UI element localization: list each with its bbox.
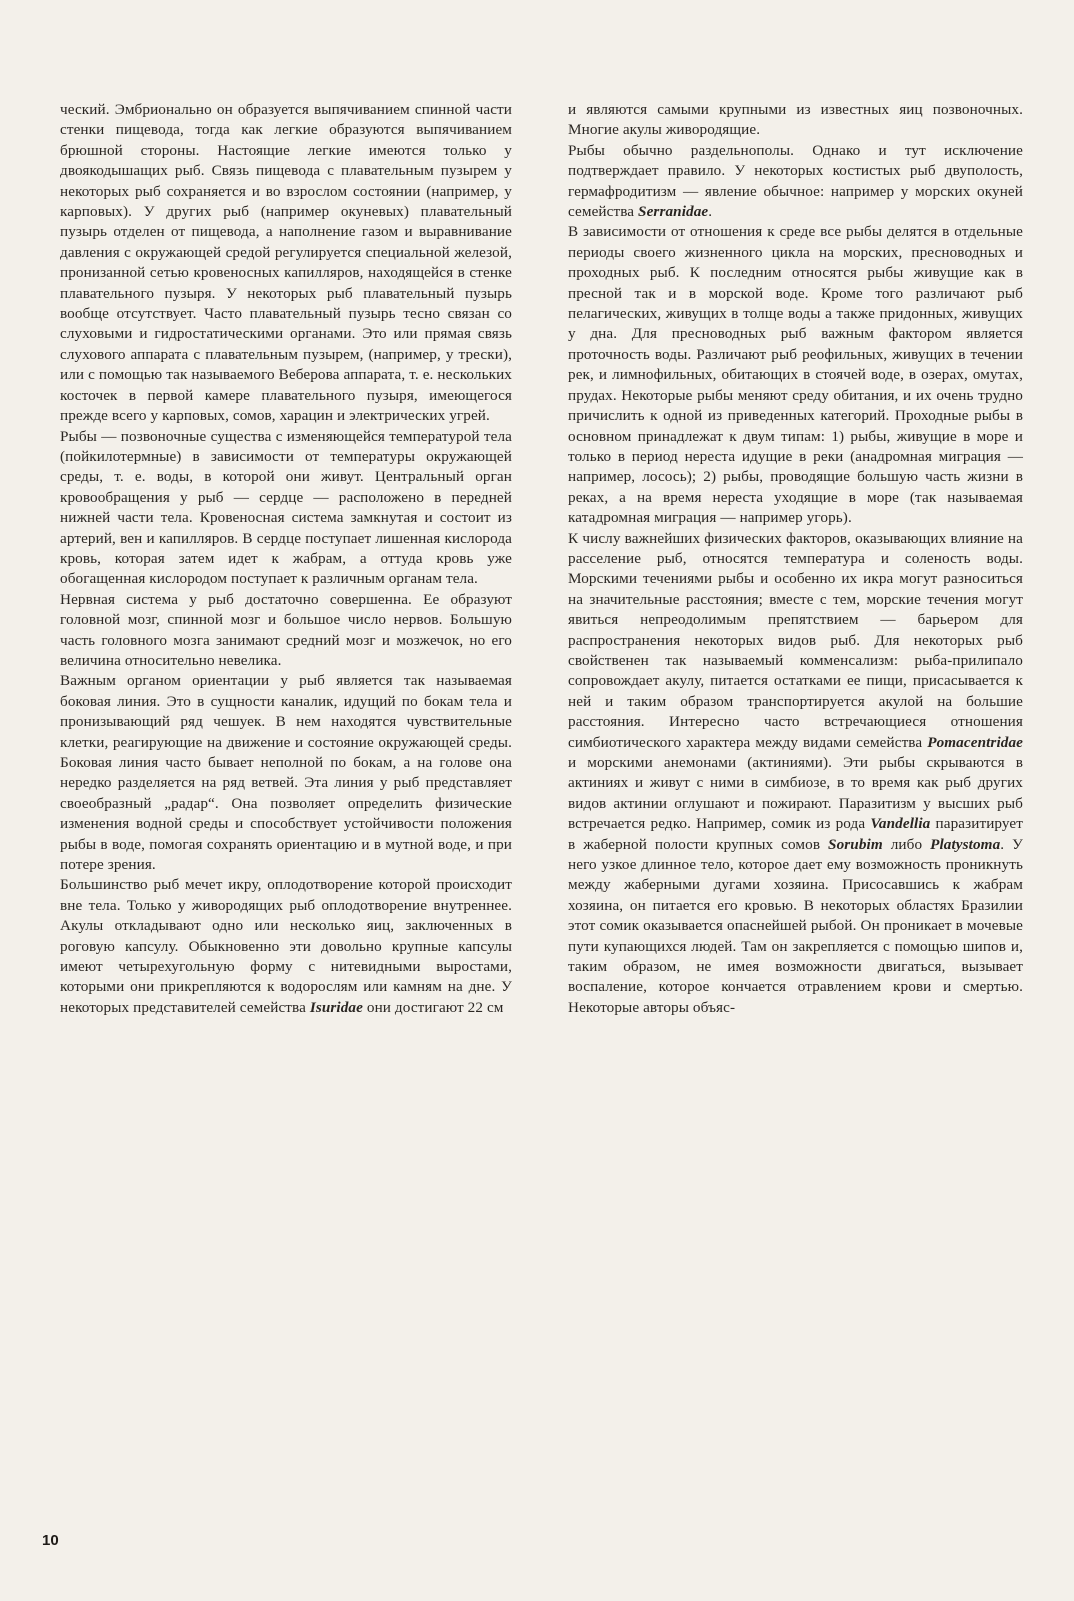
text-run: Большинство рыб мечет икру, оплодотворение которой происходит вне тела. Только у живородящих рыб оплодотворение внутреннее. Акулы откладывают одно или несколько яиц, заключенных в роговую капсулу. Обыкновенно эти довольно крупные капсулы имеют четырехугольную форму с нитевидными выростами, которыми они прикрепляются к водорослям или камням на дне. У некоторых представителей семейства	[60, 876, 512, 1016]
right-column	[568, 100, 1023, 1018]
paragraph-nervous-system: Нервная система у рыб достаточно совершенна. Ее образуют головной мозг, спинной мозг и большое число нервов. Большую часть головного мозга занимают средний мозг и мозжечок, но его величина относительно невелика.	[60, 590, 512, 669]
text-run: либо	[882, 835, 931, 853]
text-run: они достигают 22 см	[362, 998, 504, 1016]
paragraph-sexes	[568, 141, 1023, 223]
text-run: и морскими анемонами (актиниями). Эти рыбы скрываются в актиниях и живут с ними в симбиозе, в то время как рыб других видов актинии оглушают и пожирают. Паразитизм у высших рыб встречается редко. Например, сомик из рода	[568, 754, 1023, 833]
paragraph-habitat: В зависимости от отношения к среде все рыбы делятся в отдельные периоды своего жизненного цикла на морских, пресноводных и проходных рыб. К последним относятся рыбы живущие как в пресной так и в морской воде. Кроме того различают рыб пелагических, живущих в толще воды а также придонных, живущих у дна. Для пресноводных рыб важным фактором является проточность воды. Различают рыб реофильных, живущих в течении рек, и лимнофильных, обитающих в стоячей воде, в озерах, омутах, прудах. Некоторые рыбы меняют среду обитания, и их очень трудно причислить к одной из приведенных категорий. Проходные рыбы в основном принадлежат к двум типам: 1) рыбы, живущие в море и только в период нереста идущие в реки (анадромная миграция — например, лосось); 2) рыбы, проводящие большую часть жизни в реках, а на время нереста уходящие в море (так называемая катадромная миграция — например угорь).	[568, 223, 1023, 527]
paragraph-swim-bladder: ческий. Эмбрионально он образуется выпячиванием спинной части стенки пищевода, тогда как легкие образуются выпячиванием брюшной стороны. Настоящие легкие имеются только у двоякодышащих рыб. Связь пищевода с плавательным пузырем у некоторых рыб сохраняется и во взрослом состоянии (например, у карповых). У других рыб (например окуневых) плавательный пузырь отделен от пищевода, а наполнение газом и выравнивание давления с окружающей средой регулируется специальной железой, пронизанной сетью кровеносных капилляров, находящейся в стенке плавательного пузыря. У некоторых рыб плавательный пузырь вообще отсутствует. Часто плавательный пузырь тесно связан со слуховыми и гидростатическими органами. Это или прямая связь слухового аппарата с плавательным пузырем, (например, у трески), или с помощью так называемого Веберова аппарата, т. е. нескольких косточек в первой камере плавательного пузыря, имеющегося прежде всего у карповых, сомов, харацин и электрических угрей.	[60, 101, 512, 425]
paragraph-reproduction	[60, 875, 512, 1018]
paragraph-lateral-line: Важным органом ориентации у рыб является так называемая боковая линия. Это в сущности каналик, идущий по бокам тела и пронизывающий ряд чешуек. В нем находятся чувствительные клетки, реагирующие на движение и состояние окружающей среды. Боковая линия часто бывает неполной по бокам, а на голове она нередко разделяется на ряд ветвей. Эта линия у рыб представляет своеобразный „радар“. Она позволяет определить физические изменения водной среды и способствует устойчивости положения рыбы в воде, помогая сохранять ориентацию и в мутной воде, и при потере зрения.	[60, 672, 512, 874]
taxon-platystoma: Platystoma	[930, 835, 1001, 853]
paragraph-eggs: и являются самыми крупными из известных яиц позвоночных. Многие акулы живородящие.	[568, 101, 1023, 139]
taxon-isuridae: Isuridae	[309, 998, 363, 1016]
text-run: паразитирует в жаберной полости крупных сомов	[568, 815, 1023, 853]
taxon-serranidae: Serranidae	[638, 203, 709, 221]
taxon-pomacentridae: Pomacentridae	[927, 733, 1023, 751]
left-column	[60, 100, 512, 1018]
page-number: 10	[42, 1532, 59, 1549]
text-run: К числу важнейших физических факторов, оказывающих влияние на расселение рыб, относятся температура и соленость воды. Морскими течениями рыбы и особенно их икра могут разноситься на значительные расстояния; вместе с тем, морские течения могут явиться непреодолимым препятствием — барьером для распространения некоторых видов рыб. Для некоторых рыб свойственен так называемый комменсализм: рыба-прилипало сопровождает акулу, питается остатками ее пищи, присасывается к ней и таким образом транспортируется акулой на большие расстояния. Интересно часто встречающиеся отношения симбиотического характера между видами семейства	[568, 529, 1023, 751]
text-run: Рыбы обычно раздельнополы. Однако и тут исключение подтверждает правило. У некоторых костистых рыб двуполость, гермафродитизм — явление обычное: например у морских окуней семейства	[568, 141, 1023, 221]
paragraph-circulation: Рыбы — позвоночные существа с изменяющейся температурой тела (пойкилотермные) в зависимости от температуры окружающей среды, т. е. воды, в которой они живут. Центральный орган кровообращения у рыб — сердце — расположено в передней нижней части тела. Кровеносная система замкнутая и состоит из артерий, вен и капилляров. В сердце поступает лишенная кислорода кровь, которая затем идет к жабрам, а оттуда кровь уже обогащенная кислородом поступает к различным органам тела.	[60, 427, 512, 588]
text-run: . У него узкое длинное тело, которое дает ему возможность проникнуть между жаберными дугами хозяина. Присосавшись к жабрам хозяина, он питается его кровью. В некоторых областях Бразилии этот сомик оказывается опаснейшей рыбой. Он проникает в мочевые пути купающихся людей. Там он закрепляется с помощью шипов и, таким образом, не имея возможности двигаться, вызывает воспаление, которое кончается отравлением крови и смертью. Некоторые авторы объяс-	[568, 835, 1023, 1016]
text-run: .	[708, 203, 713, 221]
taxon-sorubim: Sorubim	[828, 835, 883, 853]
paragraph-distribution	[568, 529, 1023, 1019]
taxon-vandellia: Vandellia	[870, 815, 931, 833]
